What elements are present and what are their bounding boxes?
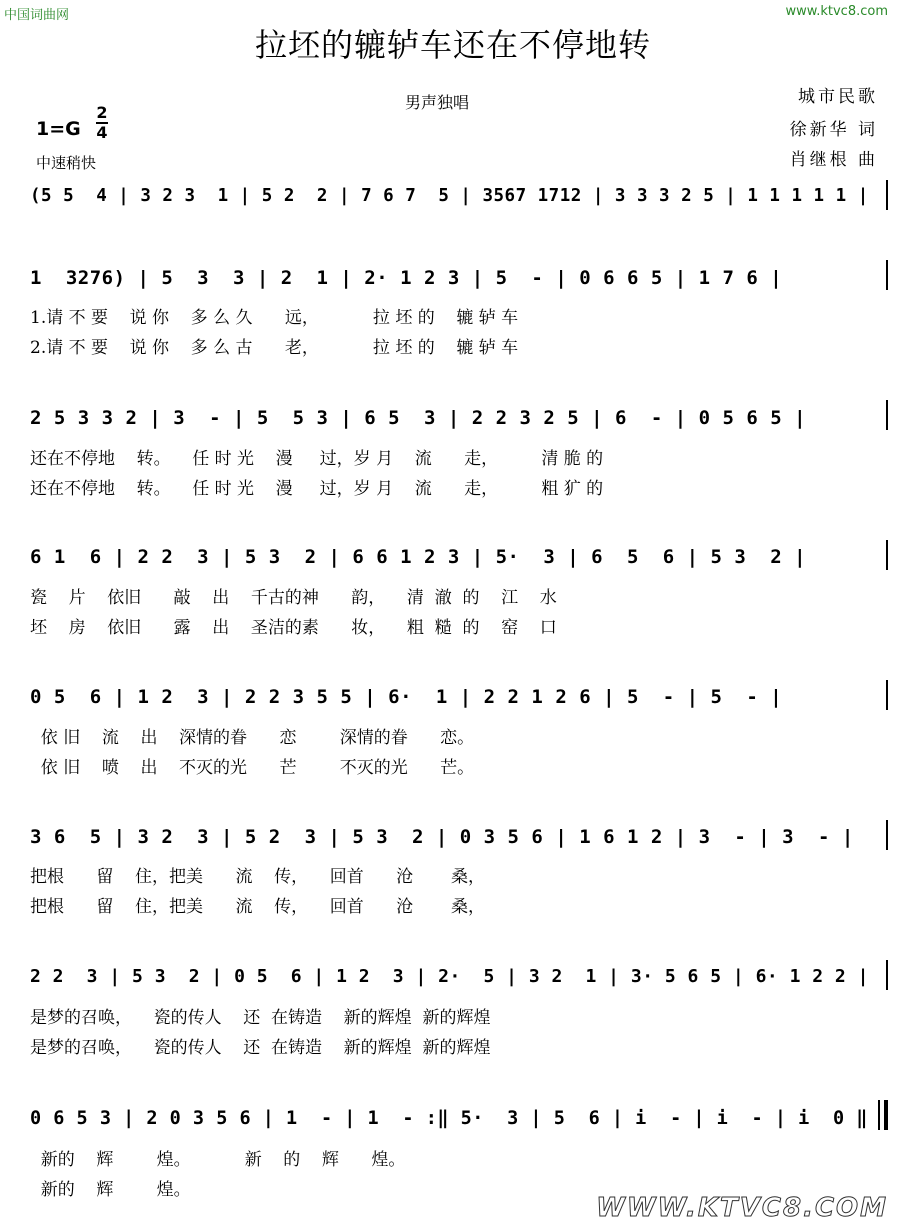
final-barline-thick [884,1100,888,1130]
notation-row-8: 0 6 5 3 | 2 0 3 5 6 | 1 - | 1 - :‖ 5· 3 | 5 6 | i - | i - | i 0 ‖ [30,1108,868,1129]
credit-composer: 肖继根 曲 [789,150,878,170]
watermark-bottom: WWW.KTVC8.COM [596,1193,888,1223]
final-barline-thin [878,1100,880,1130]
end-barline [886,180,888,210]
notation-row-6: 3 6 5 | 3 2 3 | 5 2 3 | 5 3 2 | 0 3 5 6 | 1 6 1 2 | 3 - | 3 - | [30,826,854,848]
end-barline [886,540,888,570]
watermark-top-right: www.ktvc8.com [785,4,888,19]
end-barline [886,260,888,290]
lyric-row-2-verse-1: 1.请 不 要 说 你 多 么 久 远， 拉 坯 的 辘 轳 车 [30,308,519,328]
end-barline [886,680,888,710]
end-barline [886,400,888,430]
time-signature [96,104,108,142]
lyric-row-4-verse-1: 瓷 片 依旧 敲 出 千古的神 韵， 清 澈 的 江 水 [30,588,557,608]
lyric-row-6-verse-1: 把根 留 住，把美 流 传， 回首 沧 桑， [30,867,485,887]
notation-row-3: 2 5 3 3 2 | 3 - | 5 5 3 | 6 5 3 | 2 2 3 2 5 | 6 - | 0 5 6 5 | [30,407,807,429]
lyric-row-5-verse-2: 依 旧 喷 出 不灭的光 芒 不灭的光 芒。 [30,758,475,778]
lyric-row-7-verse-2: 是梦的召唤， 瓷的传人 还 在铸造 新的辉煌 新的辉煌 [30,1038,491,1058]
lyric-row-2-verse-2: 2.请 不 要 说 你 多 么 古 老， 拉 坯 的 辘 轳 车 [30,338,519,358]
end-barline [886,960,888,990]
credit-lyricist: 徐新华 词 [789,120,878,140]
notation-row-2: 1 3276) | 5 3 3 | 2 1 | 2· 1 2 3 | 5 - | 0 6 6 5 | 1 7 6 | [30,267,783,289]
lyric-row-8-verse-1: 新的 辉 煌。 新 的 辉 煌。 [30,1150,406,1170]
notation-row-1: (5 5 4 | 3 2 3 1 | 5 2 2 | 7 6 7 5 | 3567 1712 | 3 3 3 2 5 | 1 1 1 1 1 | [30,186,869,206]
lyric-row-8-verse-2: 新的 辉 煌。 [30,1180,191,1200]
notation-row-7: 2 2 3 | 5 3 2 | 0 5 6 | 1 2 3 | 2· 5 | 3 2 1 | 3· 5 6 5 | 6· 1 2 2 | [30,966,869,987]
lyric-row-7-verse-1: 是梦的召唤， 瓷的传人 还 在铸造 新的辉煌 新的辉煌 [30,1008,491,1028]
time-signature-top: 2 [96,103,108,122]
song-title: 拉坯的辘轳车还在不停地转 [254,26,651,64]
end-barline [886,820,888,850]
lyric-row-5-verse-1: 依 旧 流 出 深情的眷 恋 深情的眷 恋。 [30,728,475,748]
tempo-marking: 中速稍快 [36,154,97,172]
lyric-row-3-verse-2: 还在不停地 转。 任 时 光 漫 过，岁 月 流 走， 粗 犷 的 [30,479,604,499]
performance-type: 男声独唱 [405,93,470,112]
lyric-row-4-verse-2: 坯 房 依旧 露 出 圣洁的素 妆， 粗 糙 的 窑 口 [30,618,557,638]
notation-row-4: 6 1 6 | 2 2 3 | 5 3 2 | 6 6 1 2 3 | 5· 3 | 6 5 6 | 5 3 2 | [30,546,807,568]
time-signature-bottom: 4 [96,123,108,142]
credit-genre: 城市民歌 [798,87,878,107]
notation-row-5: 0 5 6 | 1 2 3 | 2 2 3 5 5 | 6· 1 | 2 2 1 2 6 | 5 - | 5 - | [30,686,783,708]
watermark-top-left: 中国词曲网 [4,8,70,23]
lyric-row-3-verse-1: 还在不停地 转。 任 时 光 漫 过，岁 月 流 走， 清 脆 的 [30,449,604,469]
lyric-row-6-verse-2: 把根 留 住，把美 流 传， 回首 沧 桑， [30,897,485,917]
key-signature: 1=G [36,118,81,140]
